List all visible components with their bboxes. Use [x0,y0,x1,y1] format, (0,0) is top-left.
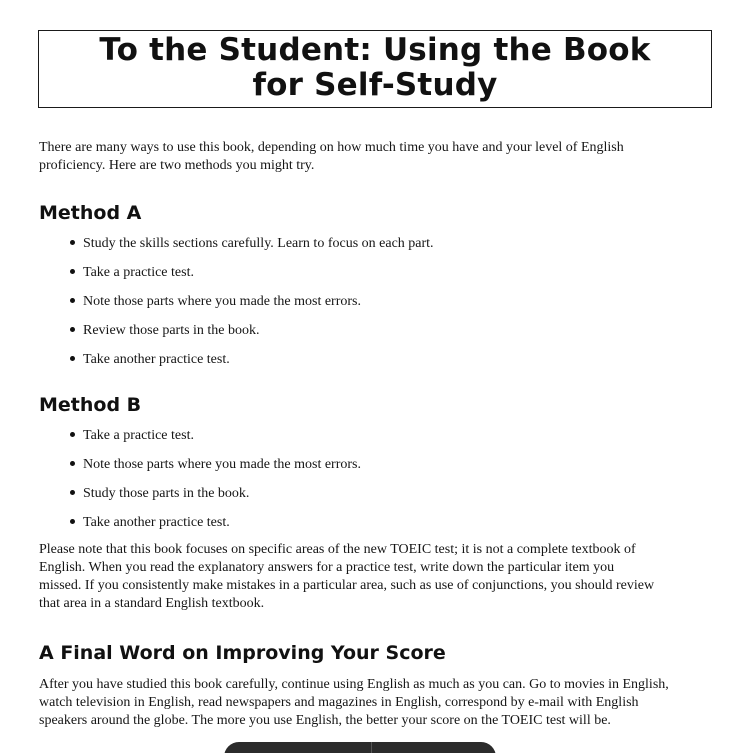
list-item-text: Take a practice test. [83,265,194,280]
method-b-list [70,427,361,543]
bullet-icon [70,356,75,361]
final-section-paragraph: After you have studied this book carefully, continue using English as much as you can. Go to movies in English, watch television in English, read newspapers and magazines in English, correspond by e-mail with English speakers around the globe. The more you use English, the better your score on the TOEIC test will be. [39,677,669,728]
bullet-icon [70,519,75,524]
list-item [70,351,434,380]
title-box [38,30,712,108]
list-item [70,456,361,485]
list-item-text: Take a practice test. [83,428,194,443]
viewer-toolbar[interactable] [224,742,496,753]
bullet-icon [70,490,75,495]
intro-paragraph: There are many ways to use this book, depending on how much time you have and your level of English proficiency. Here are two methods you might try. [39,140,624,173]
method-a-list [70,235,434,380]
list-item [70,427,361,456]
list-item-text: Study those parts in the book. [83,486,250,501]
list-item-text: Note those parts where you made the most errors. [83,294,361,309]
page-title-line-1: To the Student: Using the Book [99,32,651,68]
list-item [70,485,361,514]
bullet-icon [70,240,75,245]
bullet-icon [70,461,75,466]
list-item-text: Take another practice test. [83,352,230,367]
list-item [70,514,361,543]
list-item [70,293,434,322]
list-item [70,264,434,293]
list-item [70,235,434,264]
list-item-text: Study the skills sections carefully. Learn to focus on each part. [83,236,434,251]
final-section-heading: A Final Word on Improving Your Score [39,642,446,664]
method-b-heading: Method B [39,394,142,416]
list-item-text: Review those parts in the book. [83,323,260,338]
list-item-text: Take another practice test. [83,515,230,530]
toolbar-divider [371,742,372,753]
list-item-text: Note those parts where you made the most errors. [83,457,361,472]
bullet-icon [70,327,75,332]
page-title-line-2: for Self-Study [252,67,498,103]
method-a-heading: Method A [39,202,142,224]
bullet-icon [70,298,75,303]
bullet-icon [70,269,75,274]
list-item [70,322,434,351]
bullet-icon [70,432,75,437]
note-paragraph: Please note that this book focuses on specific areas of the new TOEIC test; it is not a complete textbook of English. When you read the explanatory answers for a practice test, write down the particular item you missed. If you consistently make mistakes in a particular area, such as use of conjunctions, you should review that area in a standard English textbook. [39,542,655,611]
